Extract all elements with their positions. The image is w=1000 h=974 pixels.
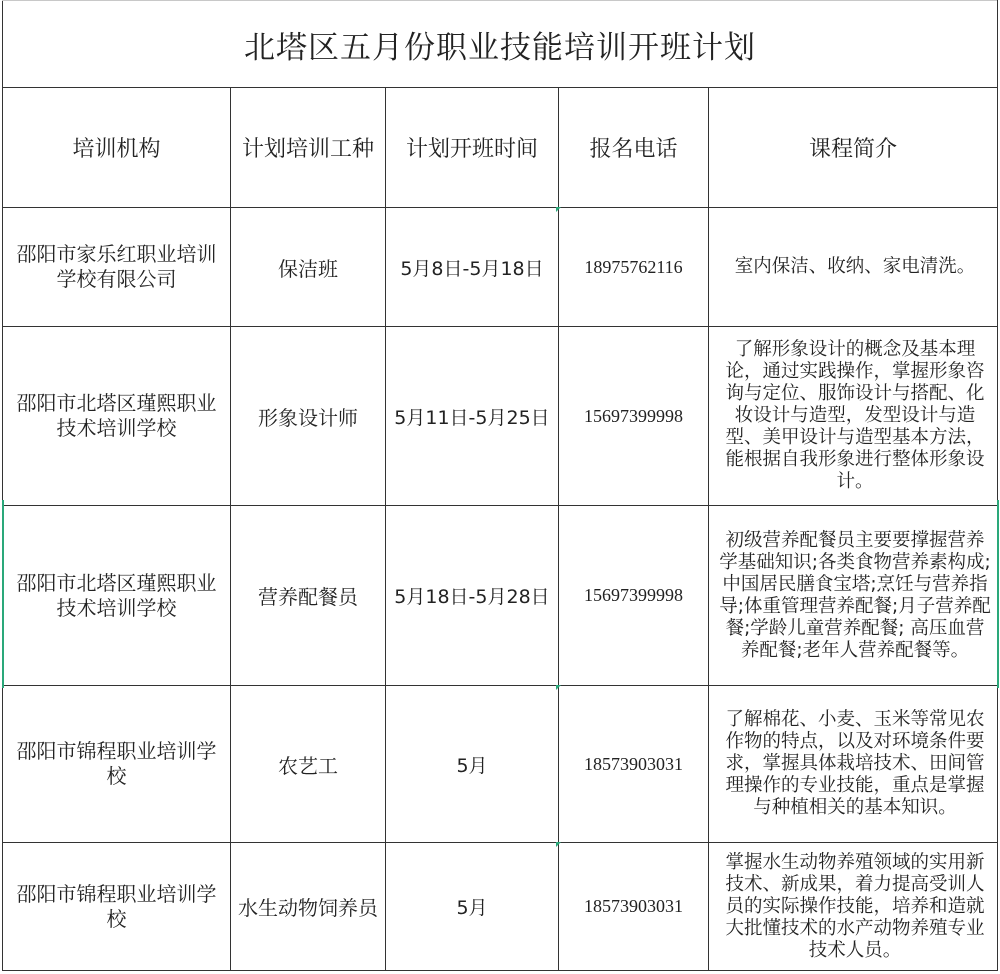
desc-text: 掌握水生动物养殖领域的实用新技术、新成果，着力提高受训人员的实际操作技能，培养和造就大批懂技术的水产动物养殖专业技术人员。 <box>725 851 985 961</box>
desc-cell <box>709 686 998 843</box>
trade-cell: 农艺工 <box>231 686 386 843</box>
org-line: 校 <box>106 764 127 788</box>
trade-cell: 保洁班 <box>231 208 386 327</box>
phone-cell: 18573903031 <box>559 843 709 971</box>
time-cell: 5月8日-5月18日 <box>386 208 559 327</box>
training-plan-table <box>2 0 998 971</box>
phone-cell: 15697399998 <box>559 327 709 506</box>
desc-text: 了解棉花、小麦、玉米等常见农作物的特点，以及对环境条件要求，掌握具体栽培技术、田间管理操作的专业技能，重点是掌握与种植相关的基本知识。 <box>725 709 985 818</box>
time-cell: 5月 <box>386 843 559 971</box>
cell-comment-marker <box>556 842 561 847</box>
org-line: 校 <box>106 906 127 931</box>
header-org: 培训机构 <box>3 88 231 208</box>
header-row <box>3 88 998 208</box>
org-cell <box>3 843 231 971</box>
org-line: 邵阳市锦程职业培训学 <box>16 739 217 763</box>
table-row <box>3 506 998 686</box>
org-line: 邵阳市北塔区瑾熙职业 <box>16 570 217 595</box>
header-phone: 报名电话 <box>559 88 709 208</box>
desc-text: 室内保洁、收纳、家电清洗。 <box>734 256 976 277</box>
selection-border-left <box>2 500 4 688</box>
org-cell <box>3 208 231 327</box>
desc-text: 初级营养配餐员主要要撑握营养学基础知识;各类食物营养素构成;中国居民膳食宝塔;烹饪与营养指导;体重管理营养配餐;月子营养配餐;学龄儿童营养配餐; 高压血营养配餐;老年人营养配餐等。 <box>719 529 991 661</box>
trade-cell: 营养配餐员 <box>231 506 386 686</box>
table-row <box>3 327 998 506</box>
org-line: 技术培训学校 <box>56 416 177 440</box>
time-cell: 5月11日-5月25日 <box>386 327 559 506</box>
time-cell: 5月 <box>386 686 559 843</box>
phone-cell: 18573903031 <box>559 686 709 843</box>
desc-cell <box>709 843 998 971</box>
desc-cell <box>709 327 998 506</box>
org-line: 邵阳市锦程职业培训学 <box>16 881 217 906</box>
phone-cell: 18975762116 <box>559 208 709 327</box>
org-line: 技术培训学校 <box>56 595 177 620</box>
org-cell <box>3 686 231 843</box>
org-line: 邵阳市北塔区瑾熙职业 <box>16 391 217 415</box>
header-trade: 计划培训工种 <box>231 88 386 208</box>
header-desc: 课程简介 <box>709 88 998 208</box>
desc-text: 了解形象设计的概念及基本理论，通过实践操作，掌握形象咨询与定位、服饰设计与搭配、化妆设计与造型，发型设计与造型、美甲设计与造型基本方法，能根据自我形象进行整体形象设计。 <box>725 339 985 492</box>
selection-border-right <box>997 500 999 688</box>
training-plan-sheet <box>2 0 997 972</box>
table-row <box>3 843 998 971</box>
desc-cell <box>709 208 998 327</box>
header-time: 计划开班时间 <box>386 88 559 208</box>
org-cell <box>3 327 231 506</box>
cell-comment-marker <box>556 685 561 690</box>
org-line: 学校有限公司 <box>56 267 177 291</box>
trade-cell: 水生动物饲养员 <box>231 843 386 971</box>
time-cell: 5月18日-5月28日 <box>386 506 559 686</box>
table-title: 北塔区五月份职业技能培训开班计划 <box>3 1 998 88</box>
org-cell <box>3 506 231 686</box>
org-line: 邵阳市家乐红职业培训 <box>16 242 217 266</box>
desc-cell <box>709 506 998 686</box>
cell-comment-marker <box>556 207 561 212</box>
table-row <box>3 208 998 327</box>
table-row <box>3 686 998 843</box>
trade-cell: 形象设计师 <box>231 327 386 506</box>
phone-cell: 15697399998 <box>559 506 709 686</box>
